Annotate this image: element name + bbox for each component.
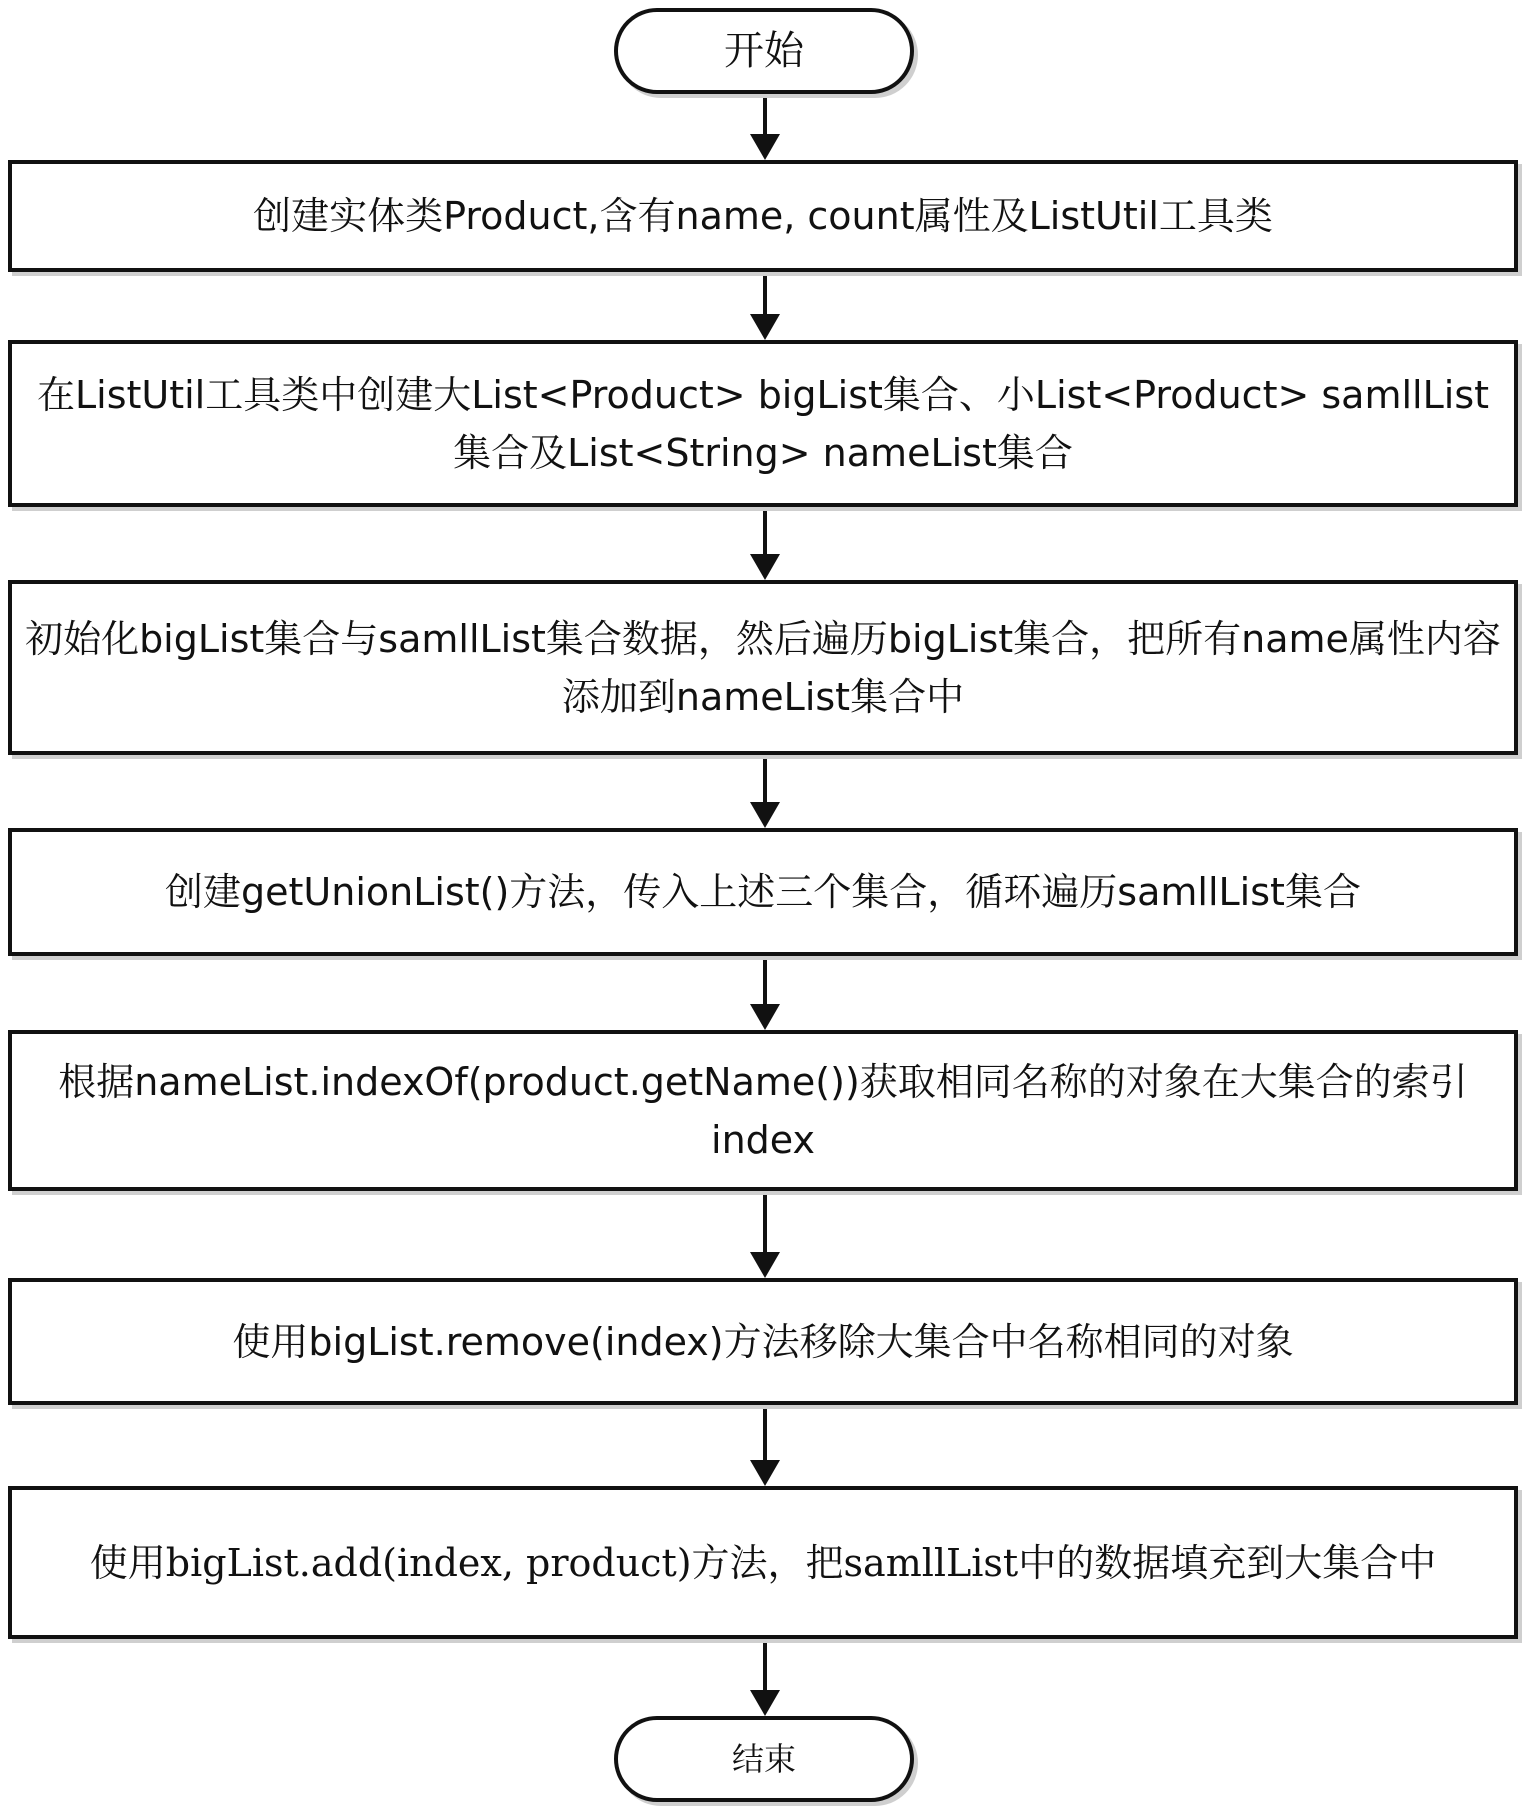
- process-step-7: [8, 1486, 1518, 1639]
- arrow-step4-to-step5: [750, 954, 780, 1030]
- process-step-3-text: 初始化bigList集合与samllList集合数据，然后遍历bigList集合，把所有name属性内容添加到nameList集合中: [25, 616, 1501, 719]
- start-node: [614, 8, 914, 94]
- end-node: [614, 1716, 914, 1802]
- process-step-4: [8, 828, 1518, 956]
- process-step-2: [8, 340, 1518, 507]
- process-step-6: [8, 1278, 1518, 1405]
- process-step-4-text: 创建getUnionList()方法，传入上述三个集合，循环遍历samllList集合: [165, 870, 1361, 914]
- process-step-1-text: 创建实体类Product,含有name, count属性及ListUtil工具类: [253, 194, 1273, 238]
- start-label: 开始: [724, 28, 804, 74]
- arrow-step7-to-end: [750, 1637, 780, 1716]
- arrow-step3-to-step4: [750, 753, 780, 828]
- end-label: 结束: [731, 1740, 796, 1778]
- process-step-1: [8, 160, 1518, 272]
- arrow-step6-to-step7: [750, 1403, 780, 1486]
- arrow-start-to-step1: [750, 92, 780, 160]
- arrow-step5-to-step6: [750, 1189, 780, 1278]
- process-step-3: [8, 580, 1518, 755]
- arrow-step1-to-step2: [750, 270, 780, 340]
- process-step-2-text: 在ListUtil工具类中创建大List<Product> bigList集合、小List<Product> samllList集合及List<String> nameList集合: [36, 372, 1490, 475]
- process-step-5: [8, 1030, 1518, 1191]
- process-step-6-text: 使用bigList.remove(index)方法移除大集合中名称相同的对象: [232, 1319, 1294, 1364]
- process-step-5-text: 根据nameList.indexOf(product.getName())获取相同名称的对象在大集合的索引index: [58, 1059, 1468, 1162]
- arrow-step2-to-step3: [750, 505, 780, 580]
- process-step-7-text: 使用bigList.add(index, product)方法，把samllList中的数据填充到大集合中: [89, 1540, 1437, 1585]
